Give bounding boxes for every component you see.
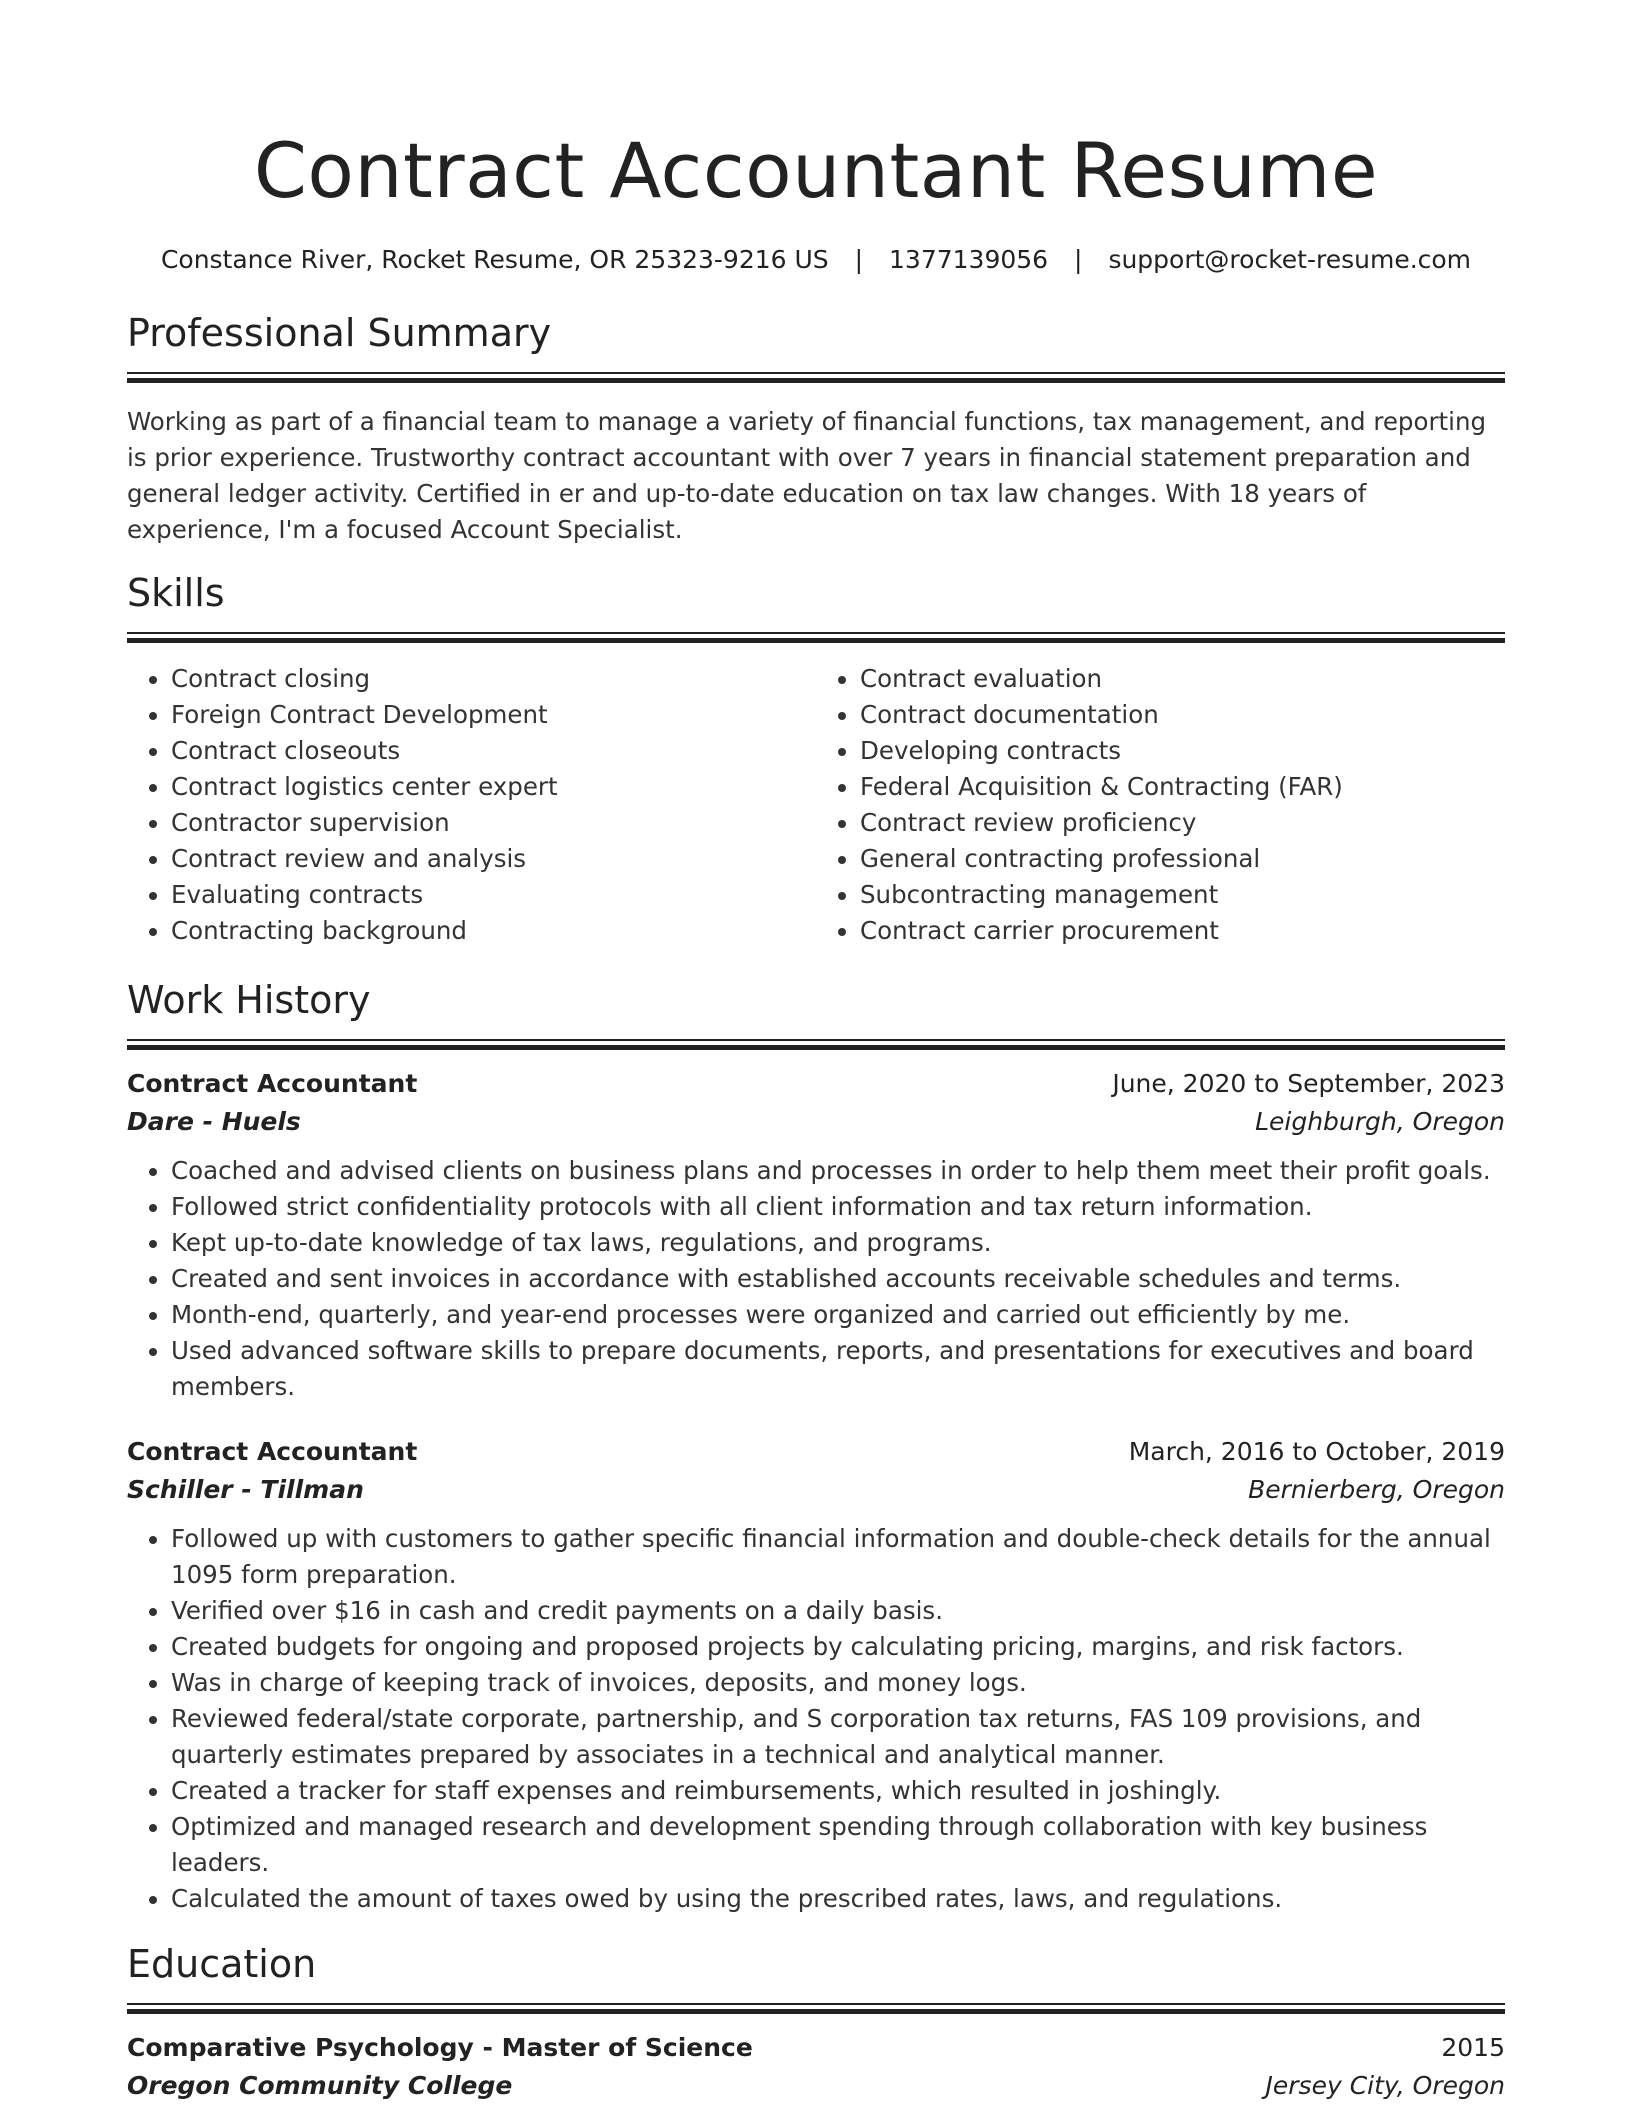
duty-item: • Reviewed federal/state corporate, partnership, and S corporation tax returns, FAS 109 provisions, and quarterly estimates prepared by associates in a technical and analytical manner. xyxy=(171,1701,1505,1773)
duty-item: • Created and sent invoices in accordance with established accounts receivable schedules and terms. xyxy=(171,1261,1505,1297)
contact-email: support@rocket-resume.com xyxy=(1108,245,1472,274)
job-entry xyxy=(127,1065,1505,1405)
duty-item: • Verified over $16 in cash and credit payments on a daily basis. xyxy=(171,1593,1505,1629)
job-company-row xyxy=(127,1471,1505,1509)
job-dates: June, 2020 to September, 2023 xyxy=(1112,1069,1505,1098)
skill-item: • Developing contracts xyxy=(860,733,1505,769)
job-company: Dare - Huels xyxy=(127,1107,301,1136)
skill-item: • Contract logistics center expert xyxy=(171,769,816,805)
skill-item: • Contract review proficiency xyxy=(860,805,1505,841)
section-heading-education: Education xyxy=(127,1942,317,1986)
skills-list-left xyxy=(127,661,816,949)
skill-item: • Contract carrier procurement xyxy=(860,913,1505,949)
education-location: Jersey City, Oregon xyxy=(1265,2071,1505,2100)
duty-item: • Coached and advised clients on business plans and processes in order to help them meet their profit goals. xyxy=(171,1153,1505,1189)
education-section xyxy=(127,1941,1505,2105)
contact-separator: | xyxy=(1074,245,1083,274)
job-location: Bernierberg, Oregon xyxy=(1248,1475,1505,1504)
job-title: Contract Accountant xyxy=(127,1069,418,1098)
education-school-row xyxy=(127,2067,1505,2105)
job-header-row xyxy=(127,1433,1505,1471)
work-history-section xyxy=(127,977,1505,1917)
education-entry xyxy=(127,2029,1505,2105)
summary-text: Working as part of a financial team to manage a variety of financial functions, tax management, and reporting is prior experience. Trustworthy contract accountant with over 7 years in financial statement preparation and general ledger activity. Certified in er and up-to-date education on tax law changes. With 18 years of experience, I'm a focused Account Specialist. xyxy=(127,407,1487,544)
job-entry xyxy=(127,1433,1505,1917)
duty-item: • Followed strict confidentiality protocols with all client information and tax return information. xyxy=(171,1189,1505,1225)
skills-section xyxy=(127,570,1505,949)
skill-item: • Federal Acquisition & Contracting (FAR) xyxy=(860,769,1505,805)
skill-item: • Subcontracting management xyxy=(860,877,1505,913)
job-title: Contract Accountant xyxy=(127,1437,418,1466)
duty-item: • Month-end, quarterly, and year-end processes were organized and carried out efficiently by me. xyxy=(171,1297,1505,1333)
education-degree: Comparative Psychology - Master of Science xyxy=(127,2033,753,2062)
section-heading-work-history: Work History xyxy=(127,978,371,1022)
section-divider xyxy=(127,632,1505,644)
skill-item: • Contract review and analysis xyxy=(171,841,816,877)
education-school: Oregon Community College xyxy=(127,2071,513,2100)
skill-item: • Foreign Contract Development xyxy=(171,697,816,733)
skill-item: • Evaluating contracts xyxy=(171,877,816,913)
contact-line xyxy=(127,242,1505,278)
skill-item: • Contract closeouts xyxy=(171,733,816,769)
duty-item: • Used advanced software skills to prepare documents, reports, and presentations for executives and board members. xyxy=(171,1333,1505,1405)
skill-item: • Contract evaluation xyxy=(860,661,1505,697)
duty-item: • Followed up with customers to gather specific financial information and double-check details for the annual 1095 form preparation. xyxy=(171,1521,1505,1593)
skills-grid xyxy=(127,661,1505,949)
skill-item: • Contract closing xyxy=(171,661,816,697)
skill-item: • Contract documentation xyxy=(860,697,1505,733)
education-year: 2015 xyxy=(1441,2033,1505,2062)
section-heading-summary: Professional Summary xyxy=(127,311,552,355)
contact-separator: | xyxy=(854,245,864,274)
skills-list-right xyxy=(816,661,1505,949)
contact-phone: 1377139056 xyxy=(889,245,1049,274)
education-header-row xyxy=(127,2029,1505,2067)
contact-address: Constance River, Rocket Resume, OR 25323-9216 US xyxy=(160,245,829,274)
section-divider xyxy=(127,2003,1505,2015)
skill-item: • Contractor supervision xyxy=(171,805,816,841)
section-heading-skills: Skills xyxy=(127,571,225,615)
job-duties-list xyxy=(127,1153,1505,1405)
job-header-row xyxy=(127,1065,1505,1103)
duty-item: • Calculated the amount of taxes owed by using the prescribed rates, laws, and regulations. xyxy=(171,1881,1505,1917)
job-dates: March, 2016 to October, 2019 xyxy=(1128,1437,1505,1466)
duty-item: • Kept up-to-date knowledge of tax laws, regulations, and programs. xyxy=(171,1225,1505,1261)
skill-item: • General contracting professional xyxy=(860,841,1505,877)
job-location: Leighburgh, Oregon xyxy=(1255,1107,1505,1136)
section-divider xyxy=(127,372,1505,384)
job-duties-list xyxy=(127,1521,1505,1917)
duty-item: • Optimized and managed research and development spending through collaboration with key business leaders. xyxy=(171,1809,1505,1881)
job-company: Schiller - Tillman xyxy=(127,1475,364,1504)
job-company-row xyxy=(127,1103,1505,1141)
summary-section xyxy=(127,310,1505,548)
section-divider xyxy=(127,1039,1505,1051)
duty-item: • Was in charge of keeping track of invoices, deposits, and money logs. xyxy=(171,1665,1505,1701)
skill-item: • Contracting background xyxy=(171,913,816,949)
resume-title: Contract Accountant Resume xyxy=(253,126,1379,215)
duty-item: • Created budgets for ongoing and proposed projects by calculating pricing, margins, and risk factors. xyxy=(171,1629,1505,1665)
duty-item: • Created a tracker for staff expenses and reimbursements, which resulted in joshingly. xyxy=(171,1773,1505,1809)
